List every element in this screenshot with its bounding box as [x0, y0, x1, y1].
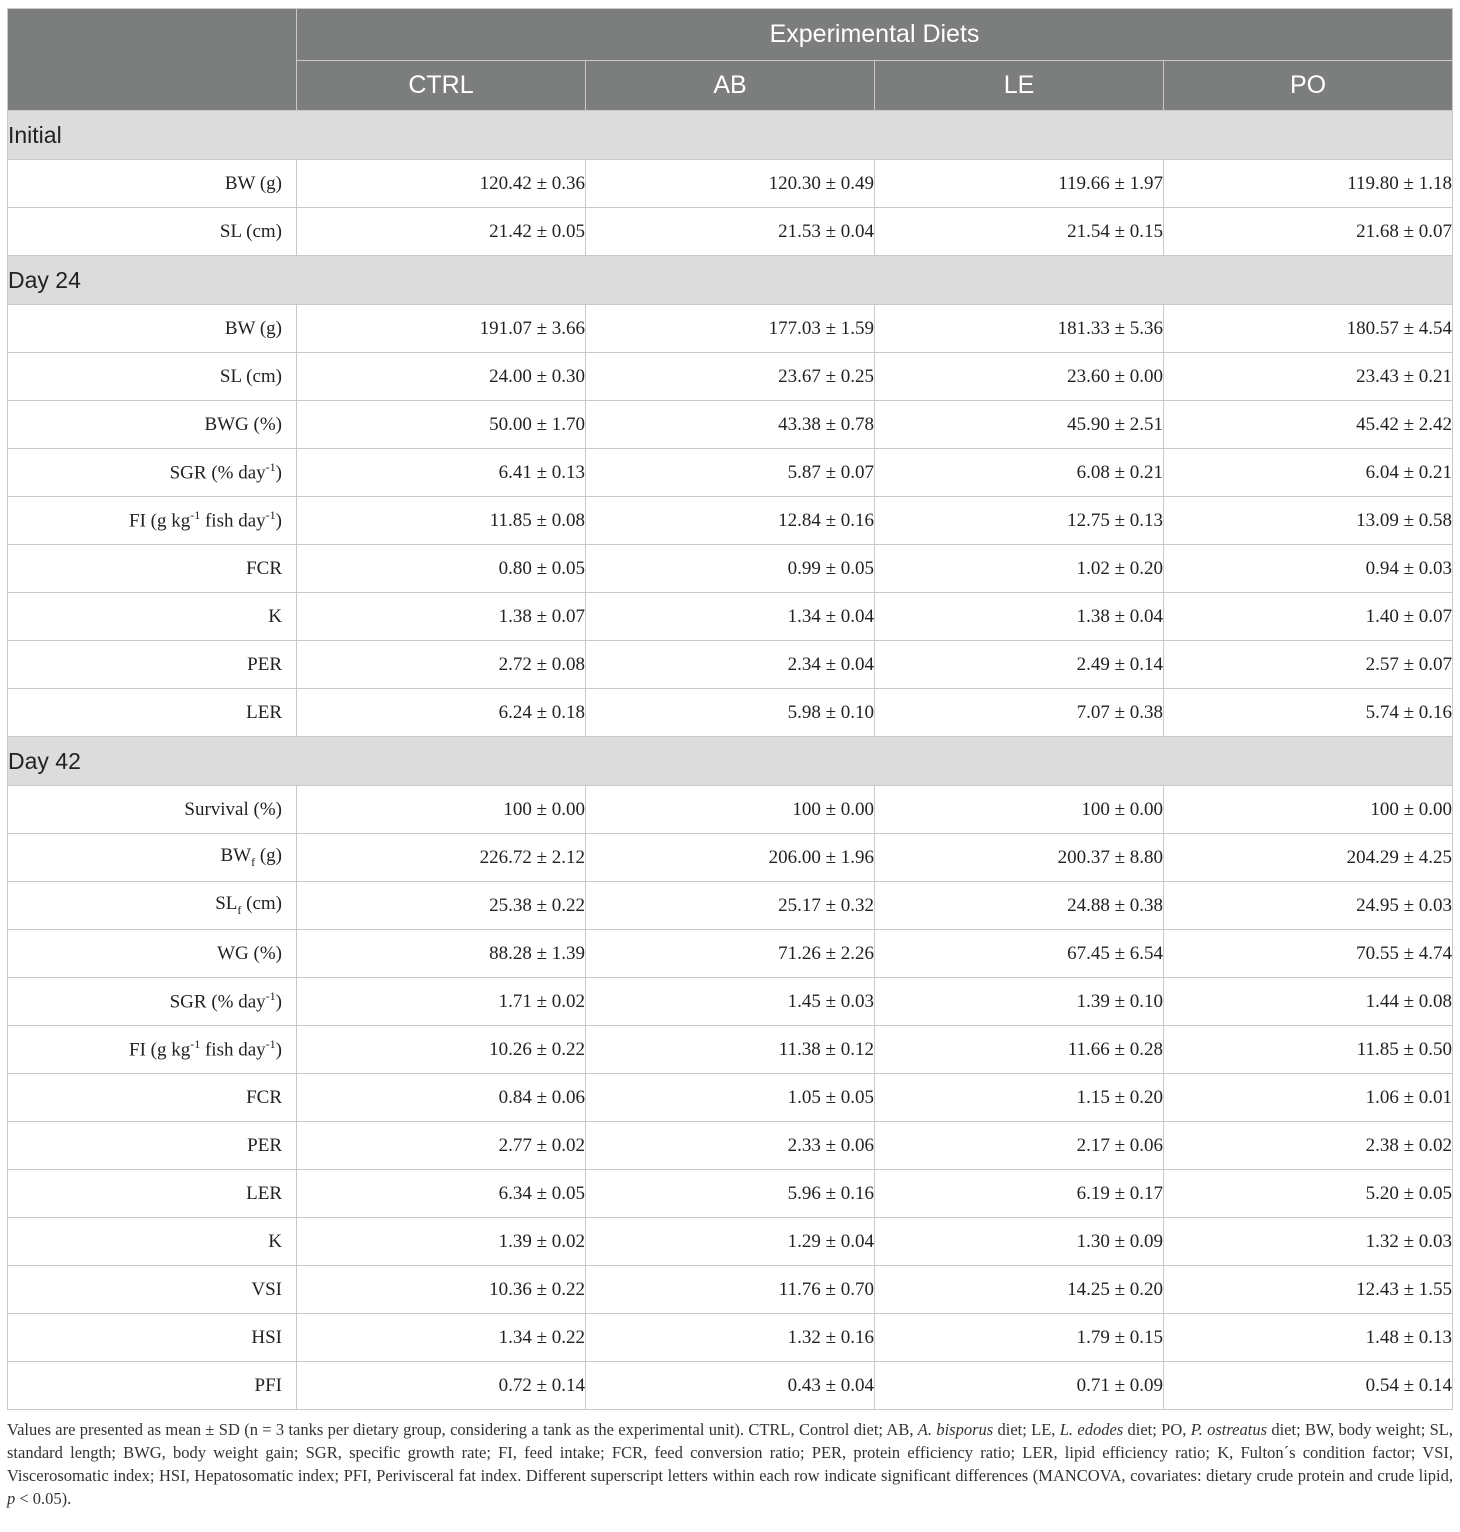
row-label: FCR [8, 1074, 297, 1122]
column-header-ctrl: CTRL [297, 61, 586, 111]
value-cell: 11.85 ± 0.50 [1164, 1026, 1453, 1074]
table-row [8, 208, 1453, 256]
value-cell: 1.29 ± 0.04 [586, 1218, 875, 1266]
row-label: LER [8, 1170, 297, 1218]
row-label-part: FI (g kg [129, 1039, 191, 1061]
value-cell: 180.57 ± 4.54 [1164, 305, 1453, 353]
value-cell: 5.98 ± 0.10 [586, 689, 875, 737]
value-cell: 11.66 ± 0.28 [875, 1026, 1164, 1074]
value-cell: 100 ± 0.00 [1164, 786, 1453, 834]
table-row [8, 1218, 1453, 1266]
value-cell: 0.43 ± 0.04 [586, 1362, 875, 1410]
row-label-part: -1 [265, 460, 276, 475]
value-cell: 191.07 ± 3.66 [297, 305, 586, 353]
section-title: Initial [8, 111, 1453, 160]
table-row [8, 449, 1453, 497]
row-label [8, 882, 297, 930]
row-label [8, 497, 297, 545]
value-cell: 1.38 ± 0.04 [875, 593, 1164, 641]
row-label: PFI [8, 1362, 297, 1410]
row-label: HSI [8, 1314, 297, 1362]
value-cell: 2.57 ± 0.07 [1164, 641, 1453, 689]
value-cell: 1.71 ± 0.02 [297, 978, 586, 1026]
table-row [8, 930, 1453, 978]
value-cell: 206.00 ± 1.96 [586, 834, 875, 882]
value-cell: 25.17 ± 0.32 [586, 882, 875, 930]
row-label: VSI [8, 1266, 297, 1314]
value-cell: 5.87 ± 0.07 [586, 449, 875, 497]
value-cell: 21.54 ± 0.15 [875, 208, 1164, 256]
value-cell: 100 ± 0.00 [875, 786, 1164, 834]
value-cell: 1.34 ± 0.04 [586, 593, 875, 641]
row-label-part: -1 [190, 508, 201, 523]
table-row [8, 978, 1453, 1026]
table-row [8, 689, 1453, 737]
value-cell: 1.05 ± 0.05 [586, 1074, 875, 1122]
value-cell: 1.30 ± 0.09 [875, 1218, 1164, 1266]
value-cell: 1.40 ± 0.07 [1164, 593, 1453, 641]
value-cell: 1.06 ± 0.01 [1164, 1074, 1453, 1122]
value-cell: 14.25 ± 0.20 [875, 1266, 1164, 1314]
row-label: PER [8, 1122, 297, 1170]
value-cell: 6.41 ± 0.13 [297, 449, 586, 497]
row-label [8, 834, 297, 882]
value-cell: 11.38 ± 0.12 [586, 1026, 875, 1074]
table-row [8, 401, 1453, 449]
footnote-text: Values are presented as mean ± SD (n = 3 tanks per dietary group, considering a tank as the experimental unit). CTRL, Control diet; AB, [7, 1420, 918, 1439]
value-cell: 177.03 ± 1.59 [586, 305, 875, 353]
column-header-po: PO [1164, 61, 1453, 111]
row-label-part: ) [275, 991, 282, 1013]
value-cell: 1.48 ± 0.13 [1164, 1314, 1453, 1362]
value-cell: 1.02 ± 0.20 [875, 545, 1164, 593]
value-cell: 11.76 ± 0.70 [586, 1266, 875, 1314]
value-cell: 6.34 ± 0.05 [297, 1170, 586, 1218]
row-label: SL (cm) [8, 353, 297, 401]
table-row [8, 1170, 1453, 1218]
footnote-text: diet; BW, body weight; SL, standard length; BWG, body weight gain; SGR, specific growth rate; FI, feed intake; FCR, feed conversion ratio; PER, protein efficiency ratio; LER, lipid efficiency ratio; K, Fulton´s condition factor; VSI, Viscerosomatic index; HSI, Hepatosomatic index; PFI, Perivisceral fat index. Different superscript letters within each row indicate significant differences (MANCOVA, covariates: dietary crude protein and crude lipid, [7, 1420, 1454, 1485]
row-label-part: ) [275, 1039, 282, 1061]
table-row [8, 786, 1453, 834]
value-cell: 0.84 ± 0.06 [297, 1074, 586, 1122]
value-cell: 43.38 ± 0.78 [586, 401, 875, 449]
table-row [8, 1266, 1453, 1314]
value-cell: 2.77 ± 0.02 [297, 1122, 586, 1170]
section-header-row [8, 256, 1453, 305]
table-row [8, 497, 1453, 545]
value-cell: 71.26 ± 2.26 [586, 930, 875, 978]
value-cell: 24.00 ± 0.30 [297, 353, 586, 401]
value-cell: 1.45 ± 0.03 [586, 978, 875, 1026]
value-cell: 1.32 ± 0.16 [586, 1314, 875, 1362]
footnote-italic: P. ostreatus [1190, 1420, 1268, 1439]
value-cell: 100 ± 0.00 [586, 786, 875, 834]
table-row [8, 160, 1453, 208]
value-cell: 5.74 ± 0.16 [1164, 689, 1453, 737]
value-cell: 12.43 ± 1.55 [1164, 1266, 1453, 1314]
value-cell: 21.42 ± 0.05 [297, 208, 586, 256]
value-cell: 0.71 ± 0.09 [875, 1362, 1164, 1410]
value-cell: 204.29 ± 4.25 [1164, 834, 1453, 882]
value-cell: 12.84 ± 0.16 [586, 497, 875, 545]
row-label: WG (%) [8, 930, 297, 978]
value-cell: 120.30 ± 0.49 [586, 160, 875, 208]
row-label: Survival (%) [8, 786, 297, 834]
row-label: K [8, 593, 297, 641]
section-header-row [8, 737, 1453, 786]
value-cell: 10.26 ± 0.22 [297, 1026, 586, 1074]
table-row [8, 1362, 1453, 1410]
value-cell: 0.54 ± 0.14 [1164, 1362, 1453, 1410]
value-cell: 0.99 ± 0.05 [586, 545, 875, 593]
row-label-part: SGR (% day [169, 462, 266, 484]
value-cell: 67.45 ± 6.54 [875, 930, 1164, 978]
row-label-part: ) [275, 510, 282, 532]
table-row [8, 593, 1453, 641]
table-container [7, 8, 1453, 1510]
row-label: K [8, 1218, 297, 1266]
row-label-part: -1 [190, 1037, 201, 1052]
value-cell: 1.15 ± 0.20 [875, 1074, 1164, 1122]
column-header-le: LE [875, 61, 1164, 111]
table-row [8, 641, 1453, 689]
value-cell: 88.28 ± 1.39 [297, 930, 586, 978]
value-cell: 23.43 ± 0.21 [1164, 353, 1453, 401]
row-label: PER [8, 641, 297, 689]
value-cell: 1.38 ± 0.07 [297, 593, 586, 641]
value-cell: 120.42 ± 0.36 [297, 160, 586, 208]
row-label: BW (g) [8, 305, 297, 353]
row-label-part: SGR (% day [169, 991, 266, 1013]
value-cell: 2.49 ± 0.14 [875, 641, 1164, 689]
header-corner-cell [8, 9, 297, 111]
row-label-part: (cm) [241, 893, 282, 915]
results-table [7, 8, 1453, 1410]
table-row [8, 545, 1453, 593]
value-cell: 0.80 ± 0.05 [297, 545, 586, 593]
row-label-part: BW [220, 845, 252, 867]
value-cell: 23.67 ± 0.25 [586, 353, 875, 401]
value-cell: 6.04 ± 0.21 [1164, 449, 1453, 497]
row-label: LER [8, 689, 297, 737]
table-row [8, 882, 1453, 930]
value-cell: 100 ± 0.00 [297, 786, 586, 834]
value-cell: 24.88 ± 0.38 [875, 882, 1164, 930]
column-header-ab: AB [586, 61, 875, 111]
table-row [8, 834, 1453, 882]
row-label-part: SL [215, 893, 238, 915]
value-cell: 7.07 ± 0.38 [875, 689, 1164, 737]
row-label [8, 449, 297, 497]
value-cell: 6.08 ± 0.21 [875, 449, 1164, 497]
table-row [8, 1314, 1453, 1362]
value-cell: 1.34 ± 0.22 [297, 1314, 586, 1362]
value-cell: 2.38 ± 0.02 [1164, 1122, 1453, 1170]
row-label-part: -1 [265, 989, 276, 1004]
table-row [8, 353, 1453, 401]
value-cell: 1.39 ± 0.02 [297, 1218, 586, 1266]
value-cell: 2.34 ± 0.04 [586, 641, 875, 689]
table-body [8, 111, 1453, 1410]
section-header-row [8, 111, 1453, 160]
value-cell: 181.33 ± 5.36 [875, 305, 1164, 353]
row-label-part: (g) [255, 845, 282, 867]
row-label-part: fish day [200, 510, 266, 532]
row-label-part: -1 [265, 508, 276, 523]
row-label-part: fish day [200, 1039, 266, 1061]
value-cell: 2.33 ± 0.06 [586, 1122, 875, 1170]
table-row [8, 1026, 1453, 1074]
header-group-title: Experimental Diets [297, 9, 1453, 61]
value-cell: 24.95 ± 0.03 [1164, 882, 1453, 930]
value-cell: 25.38 ± 0.22 [297, 882, 586, 930]
value-cell: 200.37 ± 8.80 [875, 834, 1164, 882]
value-cell: 119.80 ± 1.18 [1164, 160, 1453, 208]
value-cell: 0.72 ± 0.14 [297, 1362, 586, 1410]
row-label-part: FI (g kg [129, 510, 191, 532]
footnote-italic: A. bisporus [917, 1420, 994, 1439]
value-cell: 1.32 ± 0.03 [1164, 1218, 1453, 1266]
value-cell: 5.96 ± 0.16 [586, 1170, 875, 1218]
section-title: Day 24 [8, 256, 1453, 305]
value-cell: 1.44 ± 0.08 [1164, 978, 1453, 1026]
value-cell: 5.20 ± 0.05 [1164, 1170, 1453, 1218]
value-cell: 45.42 ± 2.42 [1164, 401, 1453, 449]
value-cell: 70.55 ± 4.74 [1164, 930, 1453, 978]
row-label-part: ) [275, 462, 282, 484]
value-cell: 226.72 ± 2.12 [297, 834, 586, 882]
section-title: Day 42 [8, 737, 1453, 786]
header-row-group [8, 9, 1453, 61]
table-footnote [7, 1418, 1453, 1510]
table-row [8, 305, 1453, 353]
row-label: FCR [8, 545, 297, 593]
value-cell: 1.79 ± 0.15 [875, 1314, 1164, 1362]
value-cell: 11.85 ± 0.08 [297, 497, 586, 545]
value-cell: 23.60 ± 0.00 [875, 353, 1164, 401]
value-cell: 12.75 ± 0.13 [875, 497, 1164, 545]
footnote-text: diet; LE, [993, 1420, 1060, 1439]
row-label: BW (g) [8, 160, 297, 208]
footnote-italic: p [7, 1489, 16, 1508]
value-cell: 21.53 ± 0.04 [586, 208, 875, 256]
table-row [8, 1074, 1453, 1122]
row-label [8, 1026, 297, 1074]
value-cell: 50.00 ± 1.70 [297, 401, 586, 449]
value-cell: 0.94 ± 0.03 [1164, 545, 1453, 593]
footnote-text: diet; PO, [1123, 1420, 1191, 1439]
row-label: BWG (%) [8, 401, 297, 449]
row-label-part: f [251, 854, 256, 869]
value-cell: 6.19 ± 0.17 [875, 1170, 1164, 1218]
value-cell: 21.68 ± 0.07 [1164, 208, 1453, 256]
row-label: SL (cm) [8, 208, 297, 256]
row-label-part: f [237, 902, 242, 917]
value-cell: 10.36 ± 0.22 [297, 1266, 586, 1314]
footnote-italic: L. edodes [1059, 1420, 1124, 1439]
row-label-part: -1 [265, 1037, 276, 1052]
value-cell: 2.17 ± 0.06 [875, 1122, 1164, 1170]
table-row [8, 1122, 1453, 1170]
footnote-text: < 0.05). [15, 1489, 72, 1508]
value-cell: 13.09 ± 0.58 [1164, 497, 1453, 545]
value-cell: 45.90 ± 2.51 [875, 401, 1164, 449]
value-cell: 6.24 ± 0.18 [297, 689, 586, 737]
value-cell: 119.66 ± 1.97 [875, 160, 1164, 208]
value-cell: 2.72 ± 0.08 [297, 641, 586, 689]
row-label [8, 978, 297, 1026]
value-cell: 1.39 ± 0.10 [875, 978, 1164, 1026]
